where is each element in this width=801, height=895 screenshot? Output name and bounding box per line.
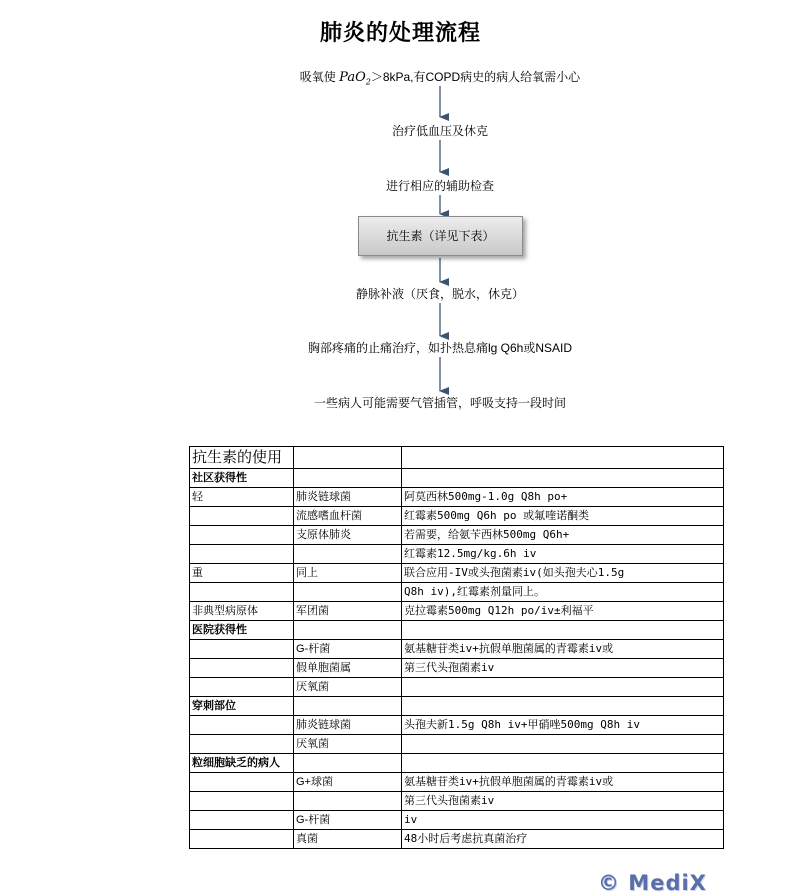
table-cell-pathogen: 军团菌	[294, 602, 402, 621]
antibiotics-table	[189, 446, 724, 849]
table-cell-pathogen: G-杆菌	[294, 811, 402, 830]
table-row	[190, 659, 724, 678]
table-cell-pathogen: 真菌	[294, 830, 402, 849]
table-row	[190, 678, 724, 697]
table-row	[190, 830, 724, 849]
flow-step-pain-relief: 胸部疼痛的止痛治疗，如扑热息痛lg Q6h或NSAID	[307, 341, 573, 355]
table-row	[190, 716, 724, 735]
table-cell-category: 轻	[190, 488, 294, 507]
table-cell-pathogen	[294, 621, 402, 640]
table-cell-pathogen: G+球菌	[294, 773, 402, 792]
table-section-row	[190, 754, 724, 773]
table-cell-category	[190, 792, 294, 811]
table-cell-category	[190, 659, 294, 678]
flow-step-iv-fluids: 静脉补液（厌食，脱水，休克）	[355, 287, 524, 301]
table-cell-regimen	[402, 754, 724, 773]
page-title: 肺炎的处理流程	[319, 21, 481, 46]
table-cell-category	[190, 773, 294, 792]
table-cell-category	[190, 830, 294, 849]
table-cell-pathogen: 肺炎链球菌	[294, 488, 402, 507]
table-cell-regimen: 第三代头孢菌素iv	[402, 659, 724, 678]
table-cell-category	[190, 507, 294, 526]
table-row	[190, 564, 724, 583]
table-cell-category: 重	[190, 564, 294, 583]
table-cell-regimen: 48小时后考虑抗真菌治疗	[402, 830, 724, 849]
table-cell-category	[190, 811, 294, 830]
table-cell-pathogen	[294, 545, 402, 564]
table-cell-pathogen	[294, 469, 402, 488]
table-cell-pathogen	[294, 792, 402, 811]
table-row	[190, 526, 724, 545]
flow-box-antibiotics: 抗生素（详见下表）	[358, 216, 523, 256]
table-cell-category: 穿刺部位	[190, 697, 294, 716]
table-cell-pathogen: 厌氧菌	[294, 678, 402, 697]
table-cell-category	[190, 640, 294, 659]
table-row	[190, 602, 724, 621]
pao2-formula-base: PaO	[339, 70, 366, 85]
table-cell-regimen: iv	[402, 811, 724, 830]
table-cell-category: 医院获得性	[190, 621, 294, 640]
flow-step-hypotension: 治疗低血压及休克	[391, 124, 488, 138]
table-section-row	[190, 469, 724, 488]
table-cell-category	[190, 545, 294, 564]
table-row	[190, 507, 724, 526]
table-cell-category	[190, 526, 294, 545]
table-cell-category	[190, 716, 294, 735]
table-cell-regimen	[402, 697, 724, 716]
table-cell-pathogen	[294, 697, 402, 716]
table-cell-regimen: 红霉素500mg Q6h po 或氟喹诺酮类	[402, 507, 724, 526]
table-cell-category: 粒细胞缺乏的病人	[190, 754, 294, 773]
table-section-row	[190, 621, 724, 640]
table-cell-pathogen	[294, 583, 402, 602]
flow-step-auxiliary-tests: 进行相应的辅助检查	[385, 179, 494, 193]
flow-step-intubation: 一些病人可能需要气管插管，呼吸支持一段时间	[313, 396, 566, 410]
table-cell-pathogen	[294, 754, 402, 773]
table-cell-regimen	[402, 469, 724, 488]
table-cell-regimen: 头孢夫新1.5g Q8h iv+甲硝唑500mg Q8h iv	[402, 716, 724, 735]
table-cell-pathogen: 流感嗜血杆菌	[294, 507, 402, 526]
table-cell-category	[190, 678, 294, 697]
table-cell-regimen	[402, 678, 724, 697]
table-cell-regimen: Q8h iv),红霉素剂量同上。	[402, 583, 724, 602]
table-cell-regimen: 若需要，给氨苄西林500mg Q6h+	[402, 526, 724, 545]
table-row	[190, 488, 724, 507]
table-section-row	[190, 697, 724, 716]
table-cell-regimen: 阿莫西林500mg-1.0g Q8h po+	[402, 488, 724, 507]
table-cell-regimen: 联合应用-IV或头孢菌素iv(如头孢夫心1.5g	[402, 564, 724, 583]
table-cell-category: 社区获得性	[190, 469, 294, 488]
antibiotics-table-body	[190, 447, 724, 849]
table-cell-regimen	[402, 735, 724, 754]
flow-step-oxygen-prefix: 吸氧使	[299, 70, 336, 84]
table-cell-category	[190, 583, 294, 602]
table-row	[190, 811, 724, 830]
table-cell-pathogen: 假单胞菌属	[294, 659, 402, 678]
table-cell-pathogen: 肺炎链球菌	[294, 716, 402, 735]
table-cell	[402, 447, 724, 469]
table-heading-row	[190, 447, 724, 469]
flow-step-oxygen-suffix: ＞8kPa,有COPD病史的病人给氧需小心	[370, 70, 581, 84]
table-row	[190, 735, 724, 754]
table-cell-regimen: 氨基糖苷类iv+抗假单胞菌属的青霉素iv或	[402, 773, 724, 792]
medix-watermark: © MediX	[598, 871, 707, 895]
table-cell-category	[190, 735, 294, 754]
table-heading: 抗生素的使用	[190, 447, 294, 469]
table-row	[190, 640, 724, 659]
table-cell-pathogen: 厌氧菌	[294, 735, 402, 754]
pao2-formula-sub: 2	[365, 77, 371, 87]
table-cell-regimen: 红霉素12.5mg/kg.6h iv	[402, 545, 724, 564]
table-cell-category: 非典型病原体	[190, 602, 294, 621]
table-cell-regimen: 第三代头孢菌素iv	[402, 792, 724, 811]
table-cell-regimen: 克拉霉素500mg Q12h po/iv±利福平	[402, 602, 724, 621]
table-cell-pathogen: 同上	[294, 564, 402, 583]
table-row	[190, 545, 724, 564]
table-row	[190, 792, 724, 811]
table-row	[190, 773, 724, 792]
table-cell-pathogen: 支原体肺炎	[294, 526, 402, 545]
pao2-formula	[339, 70, 371, 85]
table-cell-regimen	[402, 621, 724, 640]
table-row	[190, 583, 724, 602]
table-cell	[294, 447, 402, 469]
table-cell-regimen: 氨基糖苷类iv+抗假单胞菌属的青霉素iv或	[402, 640, 724, 659]
flow-step-oxygen	[200, 69, 680, 91]
table-cell-pathogen: G-杆菌	[294, 640, 402, 659]
